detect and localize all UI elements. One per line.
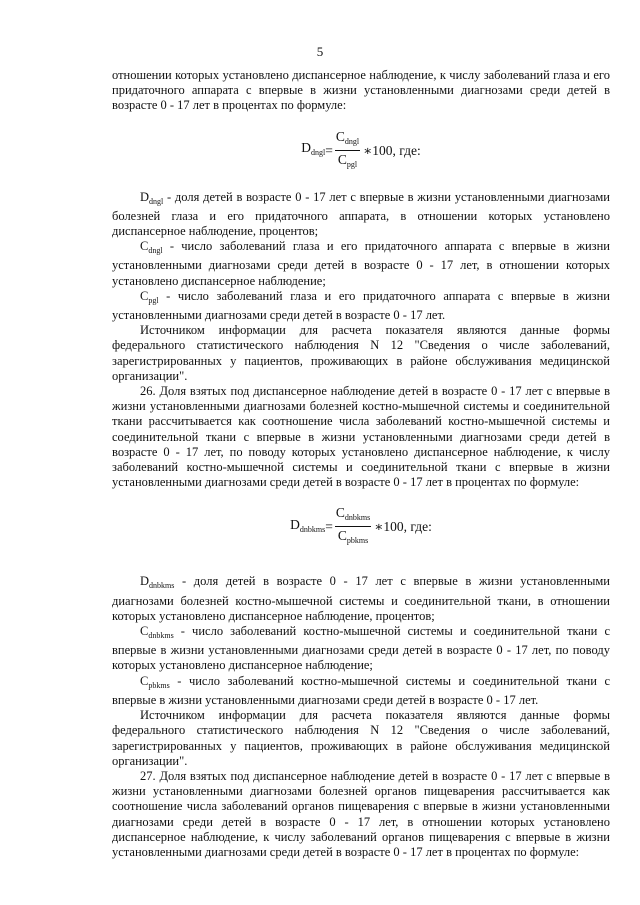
formula-dnbkms	[112, 505, 610, 548]
fraction-numerator: $C_{dnbkms}$	[335, 505, 371, 527]
formula-lhs: $D_{dnbkms}$	[290, 516, 326, 534]
paragraph-source-1: Источником информации для расчета показателя являются данные формы федерального статистического наблюдения N 12 "Сведения о числе заболеваний, зарегистрированных у пациентов, проживающих в районе обслуживания медицинской организации".	[112, 323, 610, 383]
document-body	[112, 68, 610, 860]
formula-fraction	[335, 505, 371, 548]
definition-dnbkms: $D_{dnbkms}$ - доля детей в возрасте 0 - 17 лет с впервые в жизни установленными диагнозами болезней костно-мышечной системы и соединительной ткани, в отношении которых установлено диспансерное наблюдение, процентов;	[112, 574, 610, 623]
page-number: 5	[316, 44, 324, 59]
fraction-denominator: $C_{pbkms}$	[337, 528, 369, 546]
formula-dngl	[112, 129, 610, 172]
definition-cdngl: $C_{dngl}$ - число заболеваний глаза и его придаточного аппарата с впервые в жизни установленными диагнозами среди детей в возрасте 0 - 17 лет, в отношении которых установлено диспансерное наблюдение;	[112, 239, 610, 288]
fraction-numerator: $C_{dngl}$	[335, 129, 360, 151]
formula-fraction	[335, 129, 360, 172]
paragraph-source-2: Источником информации для расчета показателя являются данные формы федерального статистического наблюдения N 12 "Сведения о числе заболеваний, зарегистрированных у пациентов, проживающих в районе обслуживания медицинской организации".	[112, 708, 610, 768]
paragraph-intro: отношении которых установлено диспансерное наблюдение, к числу заболеваний глаза и его придаточного аппарата с впервые в жизни установленными диагнозами среди детей в возрасте 0 - 17 лет в процентах по формуле:	[112, 68, 610, 113]
definition-dngl: $D_{dngl}$ - доля детей в возрасте 0 - 17 лет с впервые в жизни установленными диагнозами болезней глаза и его придаточного аппарата, в отношении которых установлено диспансерное наблюдение, процентов;	[112, 189, 610, 239]
fraction-denominator: $C_{pgl}$	[337, 151, 358, 169]
formula-tail: ∗100, где:	[363, 142, 421, 158]
definition-cdnbkms: $C_{dnbkms}$ - число заболеваний костно-мышечной системы и соединительной ткани с впервые в жизни установленными диагнозами среди детей в возрасте 0 - 17 лет, по поводу которых установлено диспансерное наблюдение;	[112, 624, 610, 673]
equals-sign: =	[325, 519, 333, 535]
paragraph-item-26: 26. Доля взятых под диспансерное наблюдение детей в возрасте 0 - 17 лет с впервые в жизни установленными диагнозами болезней костно-мышечной системы и соединительной ткани рассчитывается как соотношение числа заболеваний костно-мышечной системы и соединительной ткани с впервые в жизни установленными диагнозами среди детей в возрасте 0 - 17 лет, по поводу которых установлено диспансерное наблюдение, к числу заболеваний костно-мышечной системы и соединительной ткани с впервые в жизни установленными диагнозами среди детей в возрасте 0 - 17 лет в процентах по формуле:	[112, 384, 610, 490]
definition-cpgl: $C_{pgl}$ - число заболеваний глаза и его придаточного аппарата с впервые в жизни установленными диагнозами среди детей в возрасте 0 - 17 лет.	[112, 288, 610, 323]
formula-lhs: $D_{dngl}$	[301, 140, 326, 157]
definition-cpbkms: $C_{pbkms}$ - число заболеваний костно-мышечной системы и соединительной ткани с впервые в жизни установленными диагнозами среди детей в возрасте 0 - 17 лет.	[112, 673, 610, 707]
paragraph-item-27: 27. Доля взятых под диспансерное наблюдение детей в возрасте 0 - 17 лет с впервые в жизни установленными диагнозами болезней органов пищеварения рассчитывается как соотношение числа заболеваний органов пищеварения с впервые в жизни установленными диагнозами среди детей в возрасте 0 - 17 лет, в отношении которых установлено диспансерное наблюдение, к числу заболеваний органов пищеварения с впервые в жизни установленными диагнозами среди детей в возрасте 0 - 17 лет в процентах по формуле:	[112, 768, 610, 859]
equals-sign: =	[325, 142, 333, 158]
formula-tail: ∗100, где:	[374, 519, 432, 535]
